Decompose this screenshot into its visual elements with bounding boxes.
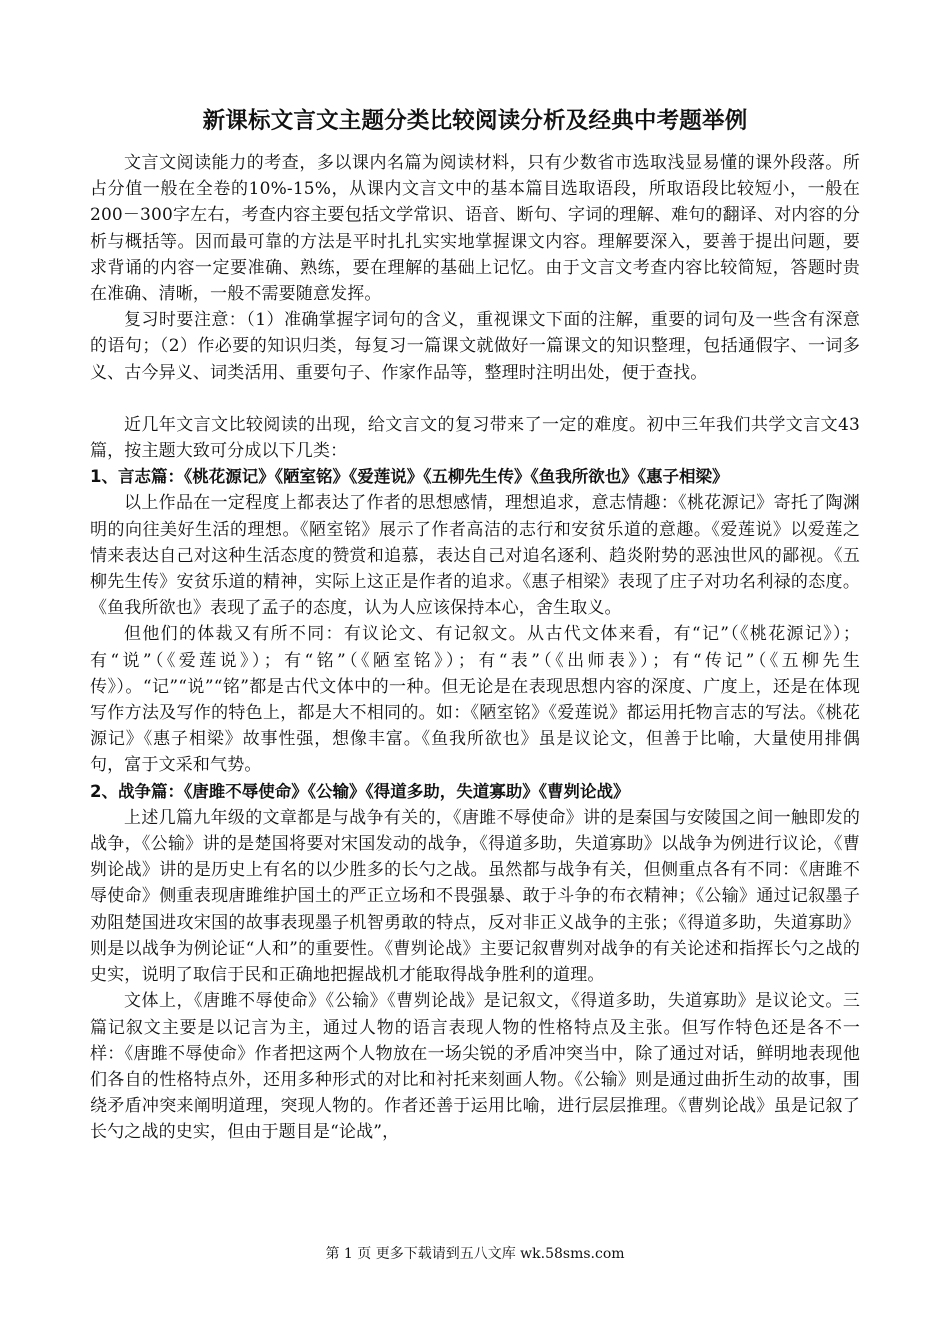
section-2-paragraph-1: 上述几篇九年级的文章都是与战争有关的，《唐雎不辱使命》讲的是秦国与安陵国之间一触即发的战争，《公输》讲的是楚国将要对宋国发动的战争，《得道多助，失道寡助》以战争为例进行议论，《曹刿论战》讲的是历史上有名的以少胜多的长勺之战。虽然都与战争有关，但侧重点各有不同：《唐雎不辱使命》侧重表现唐雎维护国土的严正立场和不畏强暴、敢于斗争的布衣精神；《公输》通过记叙墨子劝阻楚国进攻宋国的故事表现墨子机智勇敢的特点，反对非正义战争的主张；《得道多助，失道寡助》则是以战争为例论证“人和”的重要性。《曹刿论战》主要记叙曹刿对战争的有关论述和指挥长勺之战的史实，说明了取信于民和正确地把握战机才能取得战争胜利的道理。 — [90, 807, 860, 986]
document-title: 新课标文言文主题分类比较阅读分析及经典中考题举例 — [202, 108, 748, 134]
page-footer: 第 1 页 更多下载请到五八文库 wk.58sms.com — [325, 1246, 625, 1262]
document-body — [90, 150, 860, 1146]
section-2-paragraph-2: 文体上，《唐雎不辱使命》《公输》《曹刿论战》是记叙文，《得道多助，失道寡助》是议论文。三篇记叙文主要是以记言为主，通过人物的语言表现人物的性格特点及主张。但写作特色还是各不一样：《唐雎不辱使命》作者把这两个人物放在一场尖锐的矛盾冲突当中，除了通过对话，鲜明地表现他们各自的性格特点外，还用多种形式的对比和衬托来刻画人物。《公输》则是通过曲折生动的故事，围绕矛盾冲突来阐明道理，突现人物的。作者还善于运用比喻，进行层层推理。《曹刿论战》虽是记叙了长勺之战的史实，但由于题目是“论战”， — [90, 991, 860, 1143]
blank-line — [90, 386, 860, 412]
section-1-heading: 1、言志篇：《桃花源记》《陋室铭》《爱莲说》《五柳先生传》《鱼我所欲也》《惠子相梁》 — [90, 467, 729, 487]
section-1-paragraph-1: 以上作品在一定程度上都表达了作者的思想感情，理想追求，意志情趣：《桃花源记》寄托了陶渊明的向往美好生活的理想。《陋室铭》展示了作者高洁的志行和安贫乐道的意趣。《爱莲说》以爱莲之情来表达自己对这种生活态度的赞赏和追慕，表达自己对追名逐利、趋炎附势的恶浊世风的鄙视。《五柳先生传》安贫乐道的精神，实际上这正是作者的追求。《惠子相梁》表现了庄子对功名利禄的态度。《鱼我所欲也》表现了孟子的态度，认为人应该保持本心，舍生取义。 — [90, 493, 860, 619]
intro-paragraph-1: 文言文阅读能力的考查，多以课内名篇为阅读材料，只有少数省市选取浅显易懂的课外段落。所占分值一般在全卷的10%-15%，从课内文言文中的基本篇目选取语段，所取语段比较短小，一般在200－300字左右，考查内容主要包括文学常识、语音、断句、字词的理解、难句的翻译、对内容的分析与概括等。因而最可靠的方法是平时扎扎实实地掌握课文内容。理解要深入，要善于提出问题，要求背诵的内容一定要准确、熟练，要在理解的基础上记忆。由于文言文考查内容比较简短，答题时贵在准确、清晰，一般不需要随意发挥。 — [90, 153, 860, 305]
section-2-heading: 2、战争篇：《唐雎不辱使命》《公输》《得道多助，失道寡助》《曹刿论战》 — [90, 781, 630, 801]
intro-paragraph-2: 复习时要注意：（1）准确掌握字词句的含义，重视课文下面的注解，重要的词句及一些含有深意的语句；（2）作必要的知识归类，每复习一篇课文就做好一篇课文的知识整理，包括通假字、一词多义、古今异义、词类活用、重要句子、作家作品等，整理时注明出处，便于查找。 — [90, 310, 860, 383]
section-1-paragraph-2: 但他们的体裁又有所不同：有议论文、有记叙文。从古代文体来看，有“记”（《桃花源记》）；有“说”（《爱莲说》）；有“铭”（《陋室铭》）；有“表”（《出师表》）；有“传记”（《五柳先生传》）。“记”“说”“铭”都是古代文体中的一种。但无论是在表现思想内容的深度、广度上，还是在体现写作方法及写作的特色上，都是大不相同的。如：《陋室铭》《爱莲说》都运用托物言志的写法。《桃花源记》《惠子相梁》故事性强，想像丰富。《鱼我所欲也》虽是议论文，但善于比喻，大量使用排偶句，富于文采和气势。 — [90, 624, 860, 776]
intro-paragraph-3: 近几年文言文比较阅读的出现，给文言文的复习带来了一定的难度。初中三年我们共学文言文43篇，按主题大致可分成以下几类： — [90, 414, 860, 462]
